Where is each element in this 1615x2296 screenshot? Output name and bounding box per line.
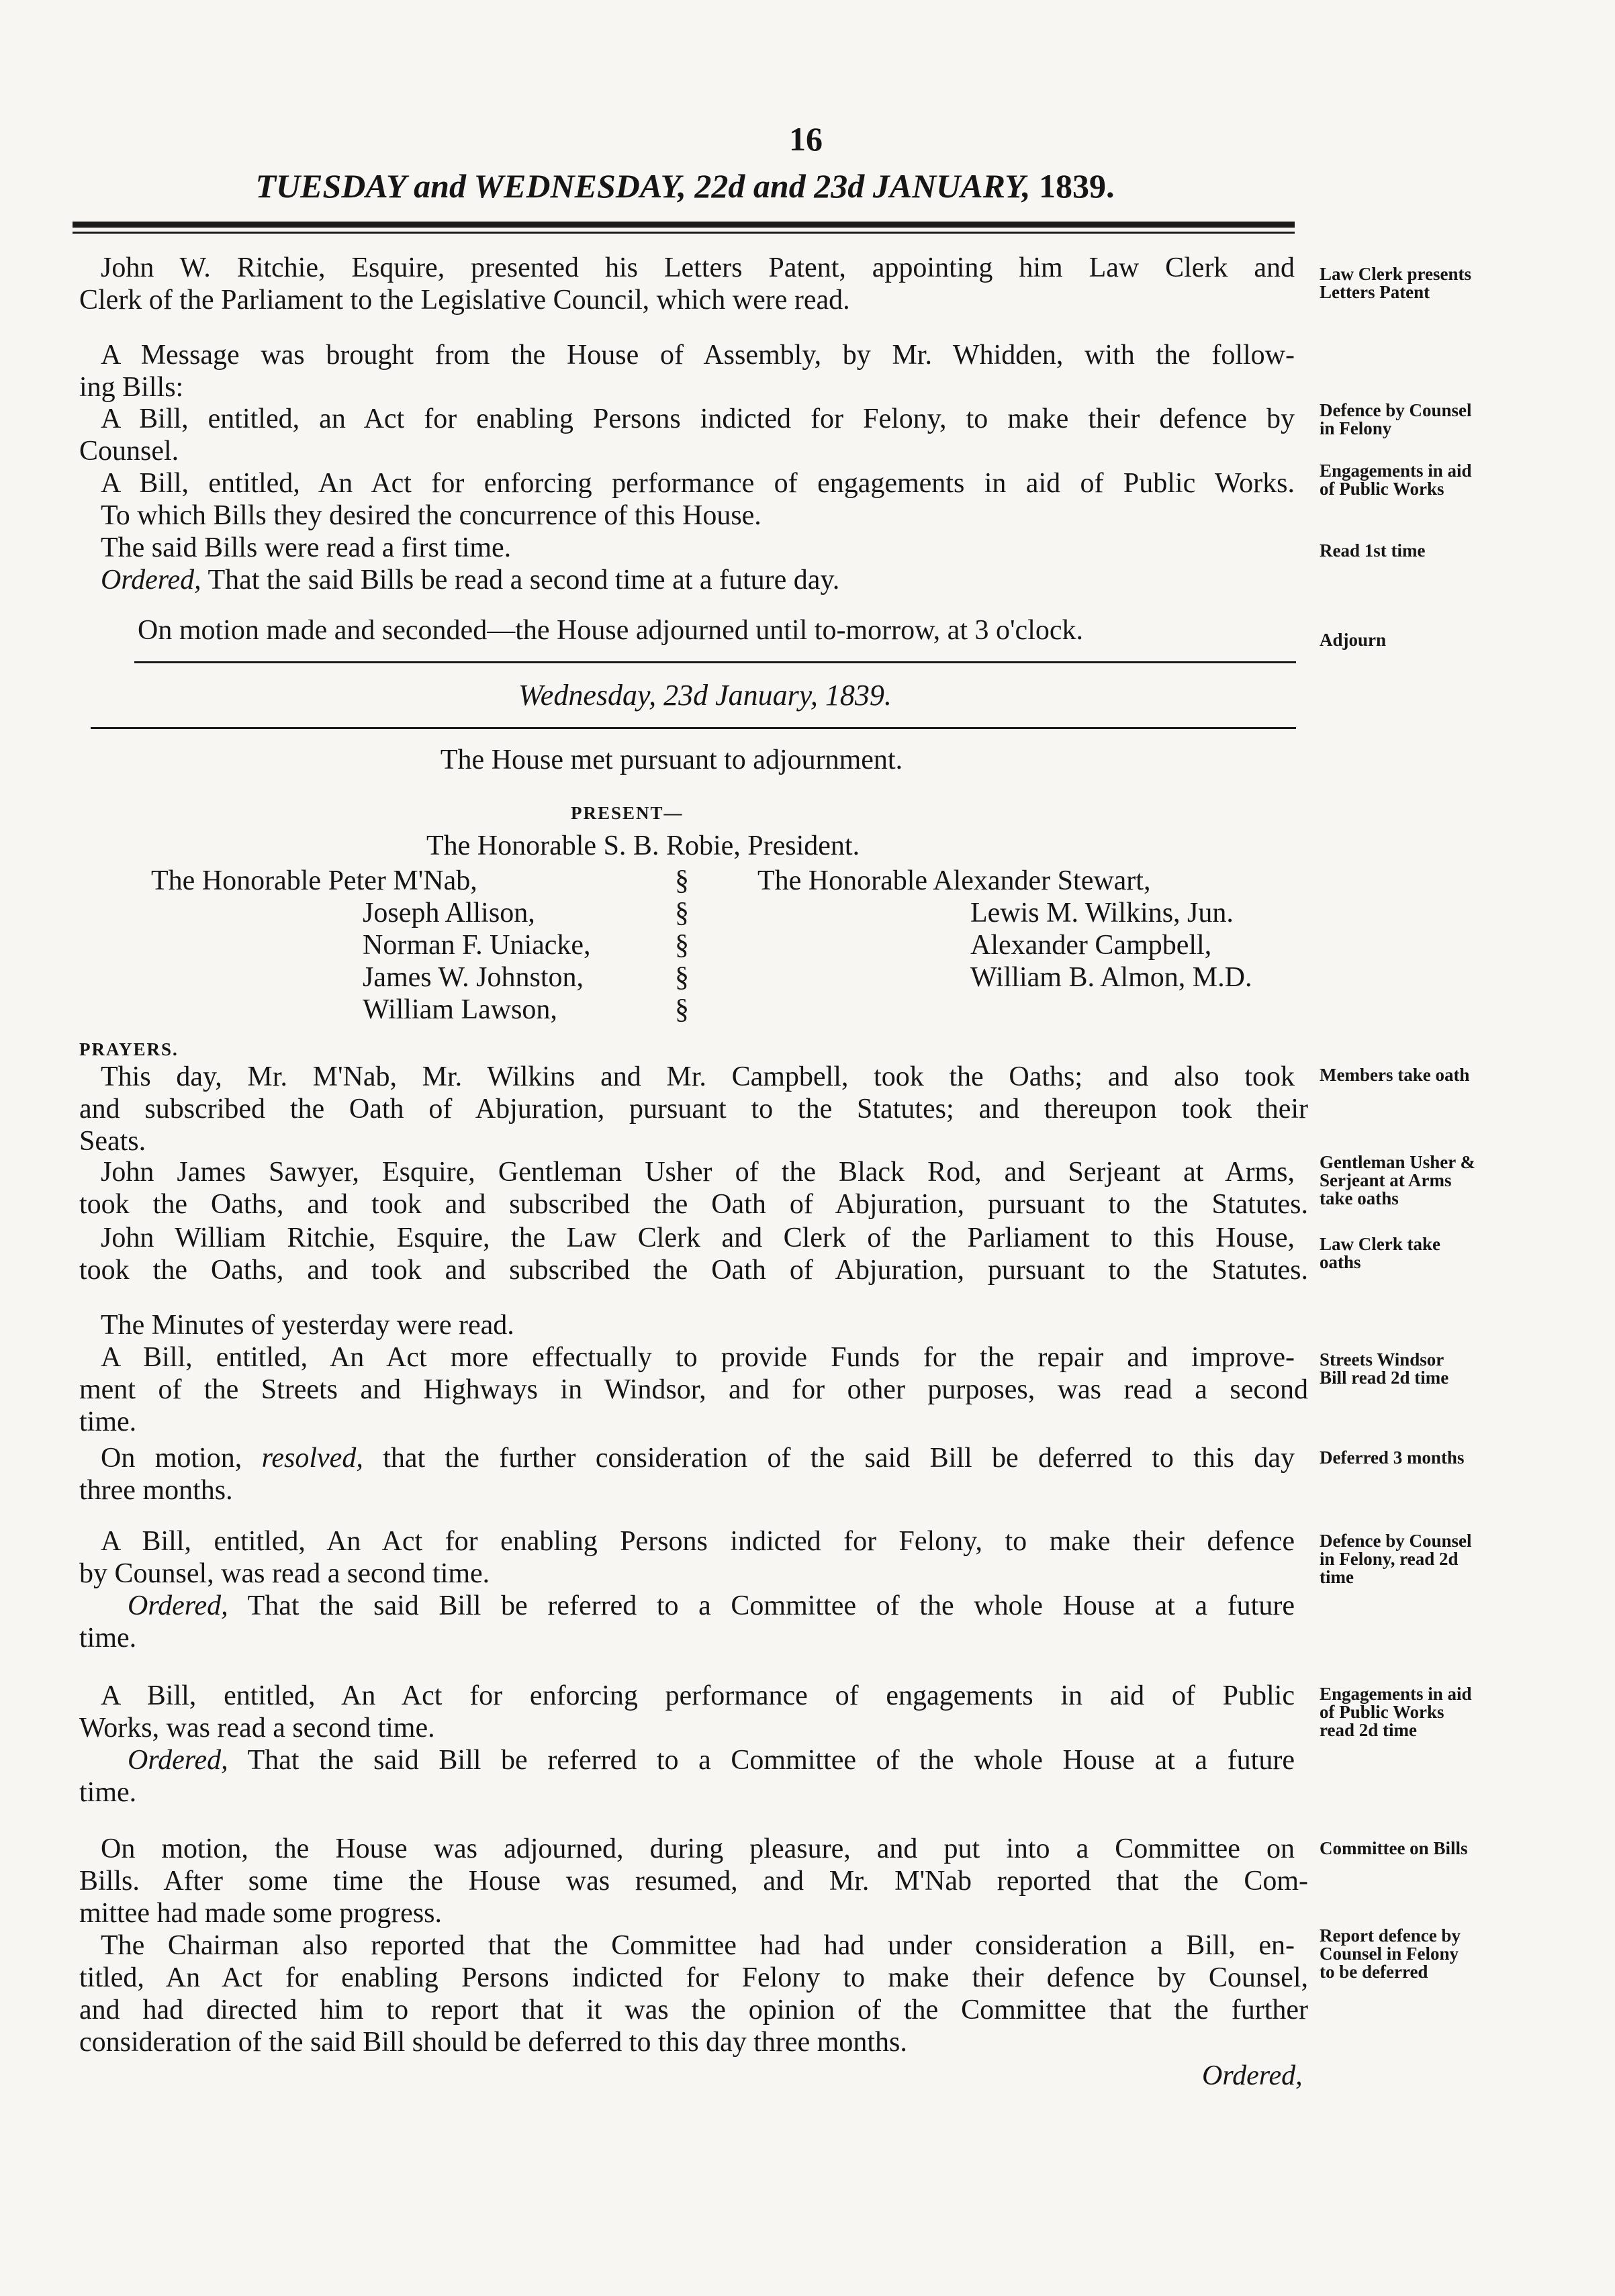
t-p7 [101,564,1330,596]
present-label: PRESENT— [571,803,684,823]
w-works-line2: Works, was read a second time. [79,1713,435,1743]
w-deferred-line2: three months. [79,1475,233,1506]
member-left-0: The Honorable Peter M'Nab, [151,865,477,896]
margin-defence2 [1320,1532,1608,1586]
margin-usher-l1: Gentleman Usher & [1320,1152,1475,1172]
member-right-1: Lewis M. Wilkins, Jun. [970,898,1234,928]
t-p2-line2: ing Bills: [79,372,184,403]
house-met: The House met pursuant to adjournment. [440,745,903,775]
w-committee-line3: mittee had made some progress. [79,1898,443,1929]
margin-law-clerk-l1: Law Clerk presents [1320,264,1471,284]
member-left-4: William Lawson, [363,994,557,1025]
title-dates: 22d and 23d JANUARY, [694,167,1031,205]
w-minutes: The Minutes of yesterday were read. [101,1310,514,1341]
w-committee-line2: Bills. After some time the House was resumed, and Mr. M'Nab reported that the Com- [79,1866,1308,1897]
w-windsor-line1: A Bill, entitled, An Act more effectually to provide Funds for the repair and improve- [101,1342,1295,1373]
member-left-3: James W. Johnston, [363,962,584,993]
margin-adjourn: Adjourn [1320,630,1387,650]
w-works-ordered-rest: That the said Bill be referred to a Committee of the whole House at a future [247,1745,1295,1776]
t-p8: On motion made and seconded—the House adjourned until to-morrow, at 3 o'clock. [138,615,1084,646]
w-deferred-line1 [101,1442,1295,1474]
margin-read-first: Read 1st time [1320,540,1426,561]
w-chairman-line4: consideration of the said Bill should be deferred to this day three months. [79,2027,907,2058]
prayers-label: PRAYERS. [79,1039,179,1059]
w-works-line1: A Bill, entitled, An Act for enforcing performance of engagements in aid of Public [101,1680,1295,1711]
section-mark-4: § [675,994,689,1025]
page-title [81,166,1289,205]
w-felony-line1: A Bill, entitled, An Act for enabling Persons indicted for Felony, to make their defence [101,1526,1295,1557]
margin-engagements2 [1320,1685,1608,1739]
member-left-1: Joseph Allison, [363,898,535,928]
title-days: TUESDAY and WEDNESDAY, [255,167,686,205]
w-windsor-line2: ment of the Streets and Highways in Windsor, and for other purposes, was read a second [79,1374,1308,1405]
header-rule-thin [73,232,1295,234]
t-p7-ordered: Ordered, [101,565,201,595]
section-mark-3: § [675,962,689,993]
t-p7-rest: That the said Bills be read a second time at a future day. [207,565,840,595]
margin-report [1320,1927,1608,1981]
margin-defence2-l1: Defence by Counsel [1320,1531,1472,1551]
margin-defence2-l2: in Felony, read 2d [1320,1549,1459,1569]
w-chairman-line1: The Chairman also reported that the Committee had had under consideration a Bill, en- [101,1930,1295,1961]
w-felony-line2: by Counsel, was read a second time. [79,1558,490,1589]
w-deferred-b: resolved, [261,1443,363,1474]
member-right-2: Alexander Campbell, [970,930,1212,961]
t-p6: The said Bills were read a first time. [101,532,512,563]
margin-usher [1320,1153,1608,1208]
member-right-3: William B. Almon, M.D. [970,962,1252,993]
header-rule-thick [73,222,1295,228]
w-deferred-c: that the further consideration of the said Bill be deferred to this day [383,1443,1295,1474]
member-left-2: Norman F. Uniacke, [363,930,591,961]
t-p3-line2: Counsel. [79,436,179,467]
margin-report-l3: to be deferred [1320,1962,1428,1982]
w-chairman-line2: titled, An Act for enabling Persons indicted for Felony to make their defence by Counsel, [79,1962,1308,1993]
t-p1-line1: John W. Ritchie, Esquire, presented his Letters Patent, appointing him Law Clerk and [101,252,1295,283]
t-p5: To which Bills they desired the concurrence of this House. [101,500,762,531]
margin-windsor [1320,1351,1608,1387]
margin-usher-l3: take oaths [1320,1188,1399,1208]
catchword: Ordered, [1202,2060,1303,2091]
w-works-ordered-line1 [128,1744,1295,1776]
w-oaths2-line2: took the Oaths, and took and subscribed the Oath of Abjuration, pursuant to the Statutes. [79,1189,1308,1220]
margin-committee: Committee on Bills [1320,1838,1468,1858]
margin-usher-l2: Serjeant at Arms [1320,1170,1452,1190]
w-felony-ordered-line1 [128,1590,1295,1622]
w-oaths1-line3: Seats. [79,1126,146,1157]
margin-law-clerk-oaths [1320,1235,1608,1272]
margin-engagements2-l1: Engagements in aid [1320,1684,1472,1704]
section-mark-1: § [675,898,689,928]
margin-defence [1320,401,1608,438]
margin-report-l2: Counsel in Felony [1320,1944,1459,1964]
president: The Honorable S. B. Robie, President. [426,830,860,861]
t-p1-line2: Clerk of the Parliament to the Legislative Council, which were read. [79,285,850,316]
t-p3-line1: A Bill, entitled, an Act for enabling Persons indicted for Felony, to make their defence by [101,403,1295,434]
w-felony-ordered: Ordered, [128,1590,228,1621]
member-right-0: The Honorable Alexander Stewart, [757,865,1151,896]
w-windsor-line3: time. [79,1406,137,1437]
margin-report-l1: Report defence by [1320,1925,1461,1946]
w-felony-ordered-rest: That the said Bill be referred to a Committee of the whole House at a future [247,1590,1295,1621]
w-felony-ordered-line2: time. [79,1623,137,1654]
page-number: 16 [789,120,823,158]
tuesday-end-rule [134,661,1296,663]
w-oaths2-line1: John James Sawyer, Esquire, Gentleman Usher of the Black Rod, and Serjeant at Arms, [101,1157,1295,1188]
w-oaths1-line1: This day, Mr. M'Nab, Mr. Wilkins and Mr. Campbell, took the Oaths; and also took [101,1061,1295,1092]
margin-defence-l2: in Felony [1320,418,1392,438]
t-p4: A Bill, entitled, An Act for enforcing performance of engagements in aid of Public Works. [101,468,1295,499]
margin-engagements2-l2: of Public Works [1320,1702,1444,1722]
margin-law-clerk [1320,265,1608,301]
w-committee-line1: On motion, the House was adjourned, during pleasure, and put into a Committee on [101,1833,1295,1864]
section-mark-2: § [675,930,689,961]
section-mark-0: § [675,865,689,896]
margin-defence2-l3: time [1320,1567,1354,1587]
margin-engagements2-l3: read 2d time [1320,1720,1417,1740]
margin-law-clerk-l2: Letters Patent [1320,282,1430,302]
w-works-ordered: Ordered, [128,1745,228,1776]
margin-engagements-l2: of Public Works [1320,479,1444,499]
wednesday-rule [91,727,1296,729]
t-p2-line1: A Message was brought from the House of Assembly, by Mr. Whidden, with the follow- [101,340,1295,371]
w-chairman-line3: and had directed him to report that it was the opinion of the Committee that the further [79,1995,1308,2025]
margin-defence-l1: Defence by Counsel [1320,400,1472,420]
margin-law-clerk-oaths-l2: oaths [1320,1252,1361,1272]
margin-windsor-l2: Bill read 2d time [1320,1368,1449,1388]
margin-deferred: Deferred 3 months [1320,1447,1465,1468]
margin-engagements [1320,462,1608,498]
wednesday-date-heading: Wednesday, 23d January, 1839. [518,679,892,712]
margin-members-oath: Members take oath [1320,1065,1470,1085]
w-oaths3-line1: John William Ritchie, Esquire, the Law Clerk and Clerk of the Parliament to this House, [101,1223,1295,1253]
title-year: 1839. [1039,167,1115,205]
w-oaths3-line2: took the Oaths, and took and subscribed the Oath of Abjuration, pursuant to the Statutes. [79,1255,1308,1286]
margin-windsor-l1: Streets Windsor [1320,1349,1444,1370]
w-deferred-a: On motion, [101,1443,242,1474]
w-oaths1-line2: and subscribed the Oath of Abjuration, pursuant to the Statutes; and thereupon took their [79,1094,1308,1125]
margin-engagements-l1: Engagements in aid [1320,461,1472,481]
margin-law-clerk-oaths-l1: Law Clerk take [1320,1234,1440,1254]
w-works-ordered-line2: time. [79,1777,137,1808]
